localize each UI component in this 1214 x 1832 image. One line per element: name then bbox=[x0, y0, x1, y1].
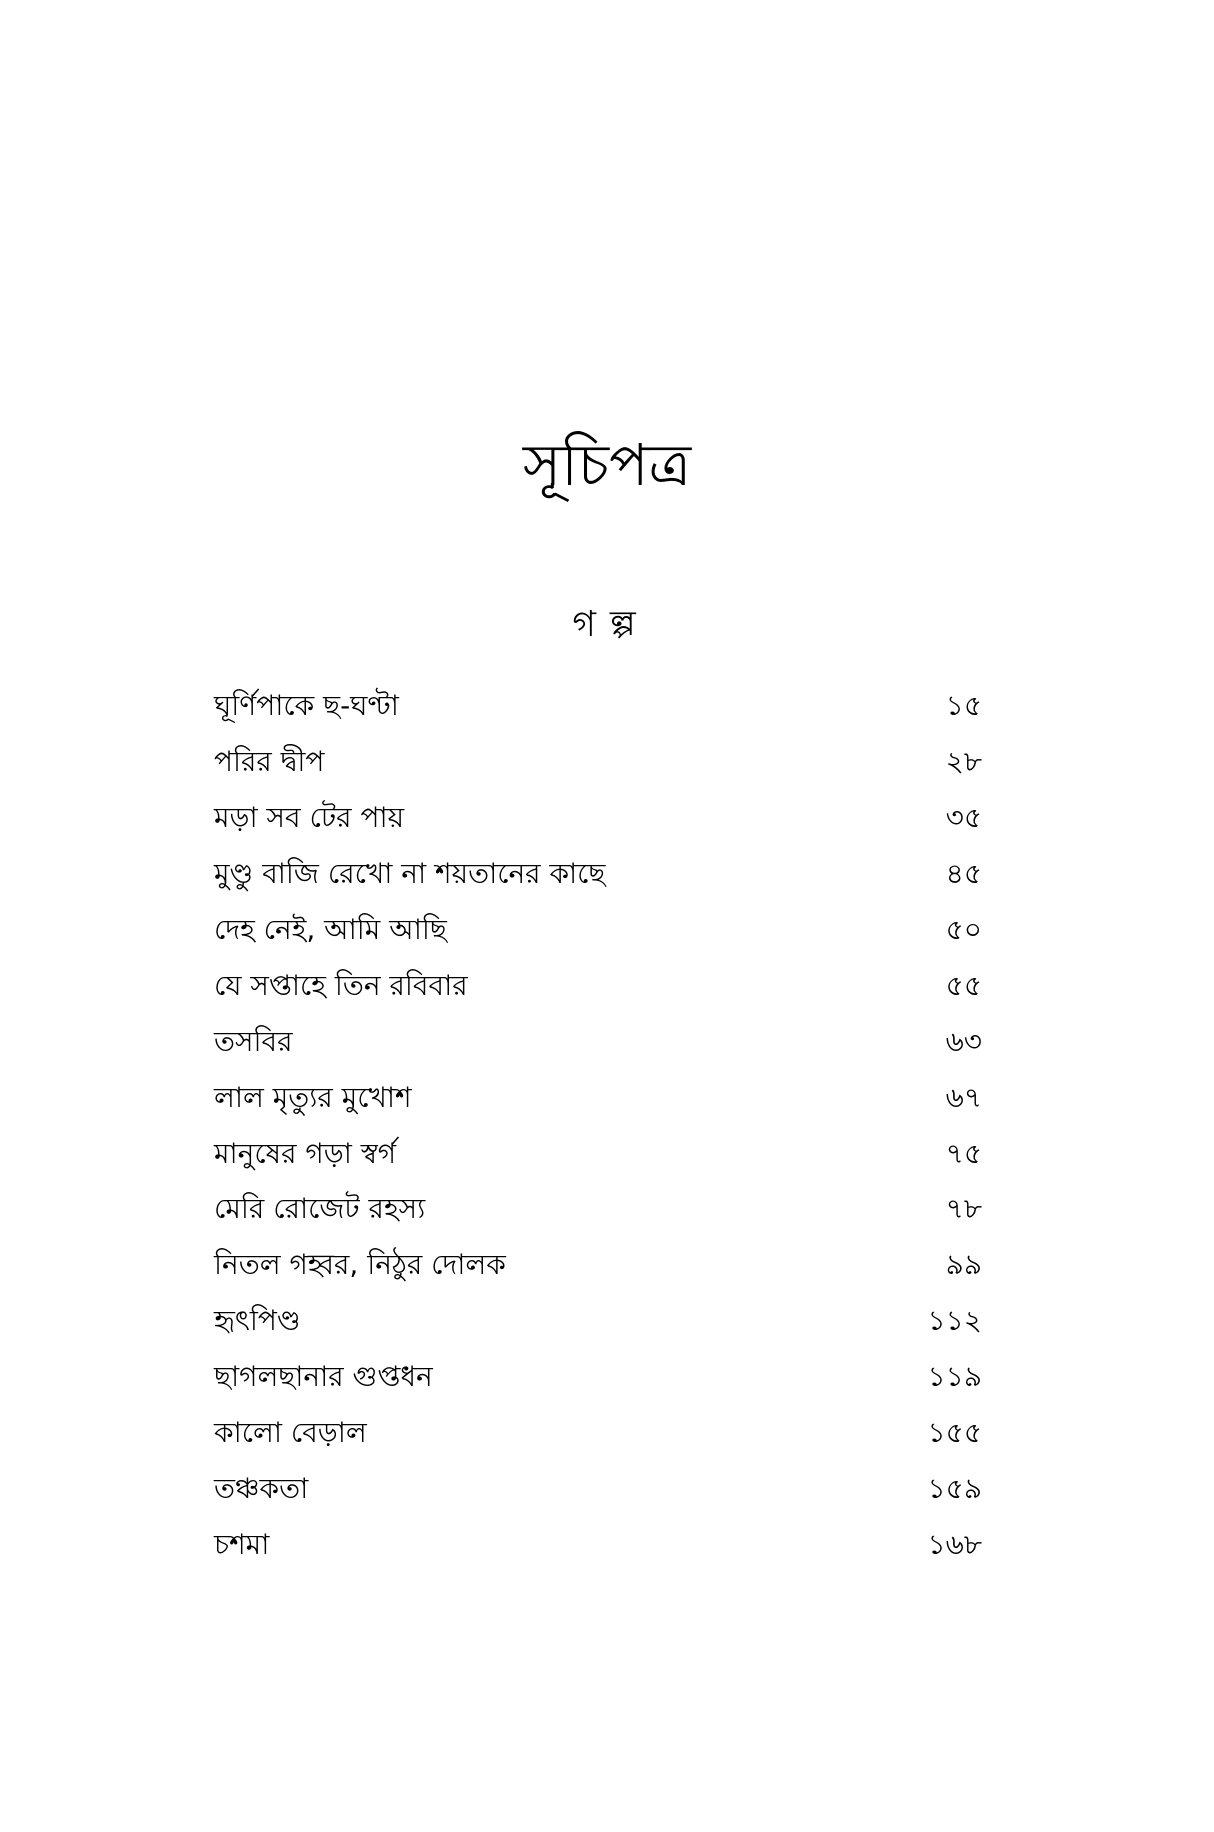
entry-title: পরির দ্বীপ bbox=[214, 745, 325, 779]
toc-entry bbox=[214, 1518, 982, 1574]
entry-title: হৃৎপিণ্ড bbox=[214, 1304, 301, 1338]
entry-page-number: ৫৫ bbox=[945, 968, 982, 1002]
toc-entry bbox=[214, 1071, 982, 1127]
entry-page-number: ৭৮ bbox=[945, 1192, 982, 1226]
toc-entry bbox=[214, 1183, 982, 1239]
entry-title: মুণ্ডু বাজি রেখো না শয়তানের কাছে bbox=[214, 857, 606, 891]
entry-title: ছাগলছানার গুপ্তধন bbox=[214, 1360, 433, 1394]
entry-title: ঘূর্ণিপাকে ছ-ঘণ্টা bbox=[214, 689, 399, 723]
toc-entry bbox=[214, 1462, 982, 1518]
entry-title: দেহ নেই, আমি আছি bbox=[214, 913, 447, 946]
toc-entry bbox=[214, 904, 982, 960]
toc-entry bbox=[214, 1127, 982, 1183]
toc-entry bbox=[214, 792, 982, 848]
entry-page-number: ৩৫ bbox=[945, 801, 982, 835]
entry-page-number: ১৫৯ bbox=[927, 1471, 982, 1505]
entry-title: চশমা bbox=[214, 1527, 270, 1561]
toc-entry bbox=[214, 959, 982, 1015]
entry-page-number: ১৬৮ bbox=[927, 1527, 982, 1561]
entry-title: তসবির bbox=[214, 1024, 293, 1058]
toc-entry bbox=[214, 1295, 982, 1351]
toc-entry bbox=[214, 848, 982, 904]
entry-page-number: ৫০ bbox=[945, 913, 982, 946]
toc-entry bbox=[214, 1015, 982, 1071]
section-heading: গল্প bbox=[572, 604, 650, 645]
table-of-contents bbox=[214, 680, 982, 1574]
entry-title: মেরি রোজেট রহস্য bbox=[214, 1192, 426, 1226]
entry-page-number: ১১২ bbox=[927, 1304, 982, 1338]
toc-entry bbox=[214, 1351, 982, 1407]
entry-title: মানুষের গড়া স্বর্গ bbox=[214, 1136, 397, 1170]
entry-title: তঞ্চকতা bbox=[214, 1471, 309, 1505]
entry-page-number: ৬৩ bbox=[945, 1024, 982, 1058]
entry-title: নিতল গহ্বর, নিঠুর দোলক bbox=[214, 1248, 506, 1282]
entry-page-number: ৬৭ bbox=[945, 1080, 982, 1114]
entry-title: কালো বেড়াল bbox=[214, 1416, 367, 1450]
entry-title: মড়া সব টের পায় bbox=[214, 801, 405, 835]
entry-page-number: ৯৯ bbox=[945, 1248, 982, 1282]
toc-entry bbox=[214, 680, 982, 736]
entry-page-number: ১১৯ bbox=[927, 1360, 982, 1394]
entry-title: লাল মৃত্যুর মুখোশ bbox=[214, 1080, 412, 1114]
entry-page-number: ২৮ bbox=[945, 745, 982, 779]
entry-page-number: ৭৫ bbox=[945, 1136, 982, 1170]
toc-entry bbox=[214, 1407, 982, 1463]
entry-title: যে সপ্তাহে তিন রবিবার bbox=[214, 968, 468, 1002]
entry-page-number: ১৫৫ bbox=[927, 1416, 982, 1450]
toc-entry bbox=[214, 736, 982, 792]
entry-page-number: ১৫ bbox=[945, 689, 982, 723]
entry-page-number: ৪৫ bbox=[945, 857, 982, 891]
toc-entry bbox=[214, 1239, 982, 1295]
page-title: সূচিপত্র bbox=[522, 431, 692, 499]
